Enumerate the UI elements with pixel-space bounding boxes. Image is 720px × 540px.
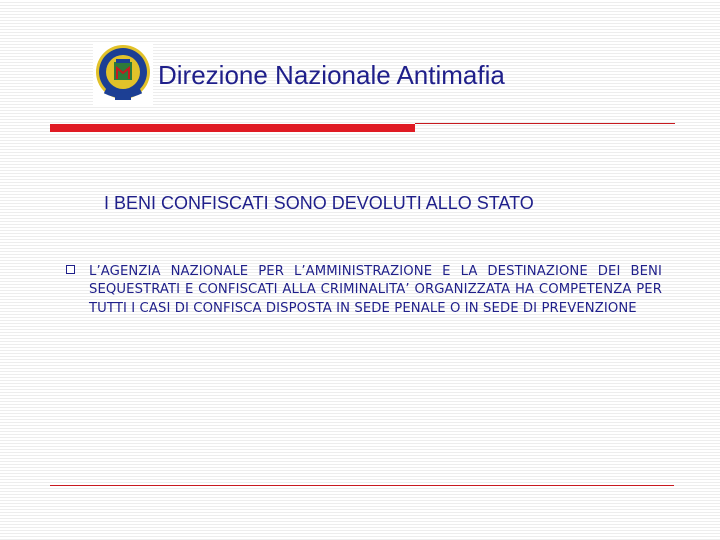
page-title: Direzione Nazionale Antimafia xyxy=(158,60,505,90)
bullet-text: L’AGENZIA NAZIONALE PER L’AMMINISTRAZIONE E LA DESTINAZIONE DEI BENI SEQUESTRATI E CONFISCATI ALLA CRIMINALITA’ ORGANIZZATA HA COMPETENZA PER TUTTI I CASI DI CONFISCA DISPOSTA IN SEDE PENALE O IN SEDE DI PREVENZIONE xyxy=(89,264,662,316)
slide-heading: I BENI CONFISCATI SONO DEVOLUTI ALLO STATO xyxy=(104,193,534,213)
dna-emblem-icon xyxy=(93,42,153,106)
header-divider-thick xyxy=(50,124,415,132)
footer-divider xyxy=(50,485,674,486)
square-bullet-icon xyxy=(66,265,75,274)
header-divider-thin xyxy=(415,123,675,124)
